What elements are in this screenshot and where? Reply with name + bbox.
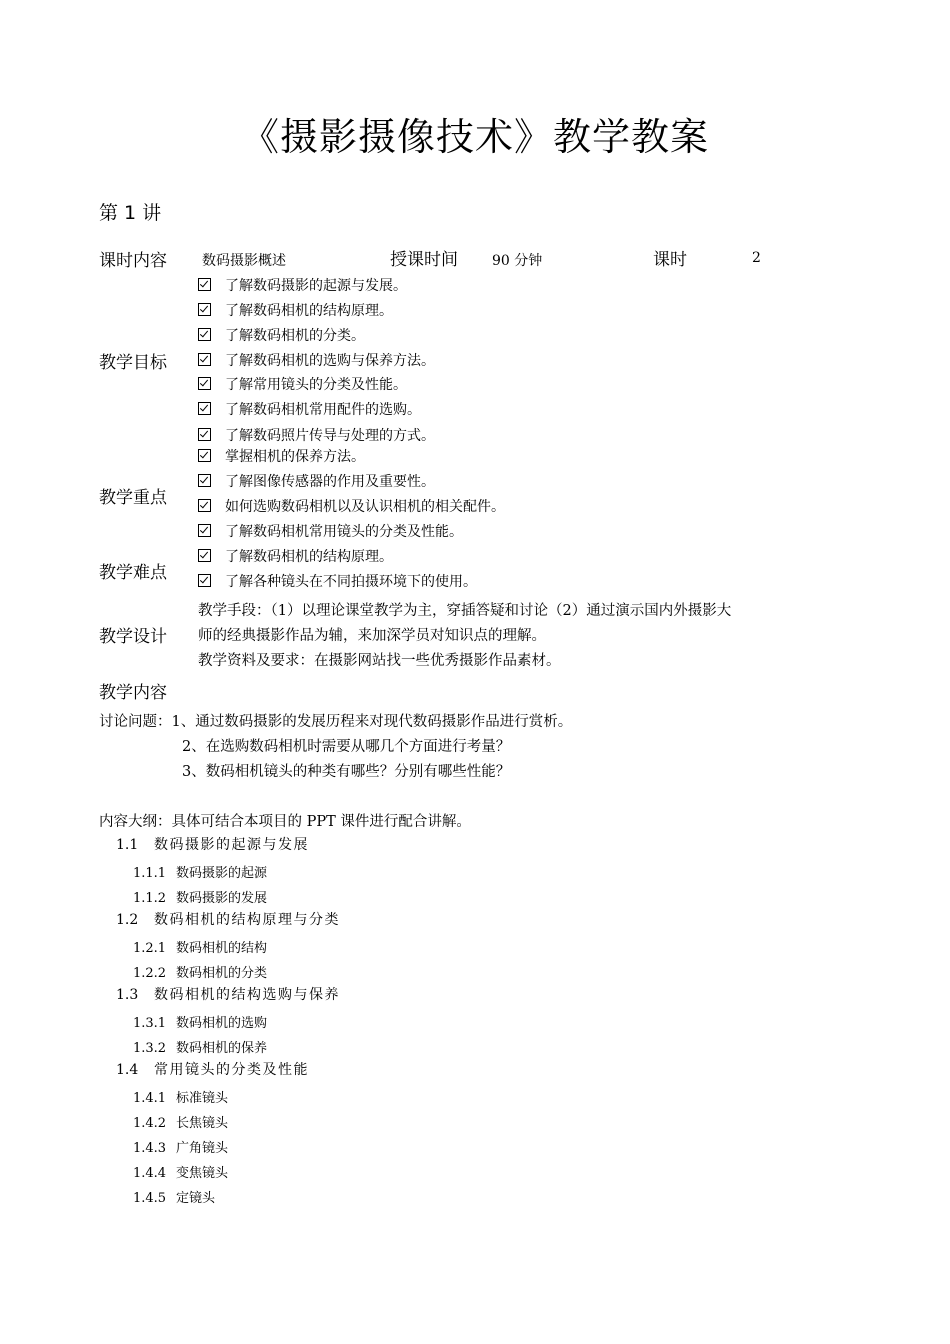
checkbox-icon <box>198 377 211 390</box>
difficulty-item: 了解数码相机的结构原理。 <box>198 545 393 569</box>
outline-line <box>99 810 471 831</box>
key-points-label: 教学重点 <box>99 488 167 508</box>
discussion-label: 讨论问题： <box>99 714 172 730</box>
discussion-line <box>99 710 572 731</box>
outline-subsection: 1.2.2 数码相机的分类 <box>133 966 268 981</box>
key-point-item: 了解图像传感器的作用及重要性。 <box>198 470 435 494</box>
content-label: 课时内容 <box>99 251 167 271</box>
checkbox-icon <box>198 574 211 587</box>
outline-label: 内容大纲： <box>99 814 172 830</box>
objectives-label: 教学目标 <box>99 353 167 373</box>
checkbox-icon <box>198 303 211 316</box>
checkbox-icon <box>198 549 211 562</box>
hours-value: 2 <box>752 250 761 266</box>
outline-subsection: 1.4.4 变焦镜头 <box>133 1166 229 1181</box>
checkbox-icon <box>198 449 211 462</box>
outline-subsection: 1.3.1 数码相机的选购 <box>133 1016 268 1031</box>
outline-subsection: 1.4.3 广角镜头 <box>133 1141 229 1156</box>
checkbox-icon <box>198 328 211 341</box>
checkbox-icon <box>198 402 211 415</box>
time-label: 授课时间 <box>390 250 458 270</box>
outline-subsection: 1.3.2 数码相机的保养 <box>133 1041 268 1056</box>
outline-section: 1.3 数码相机的结构选购与保养 <box>116 987 340 1003</box>
key-point-item: 掌握相机的保养方法。 <box>198 445 365 469</box>
outline-section: 1.2 数码相机的结构原理与分类 <box>116 912 340 928</box>
outline-section: 1.4 常用镜头的分类及性能 <box>116 1062 309 1078</box>
page-title: 《摄影摄像技术》教学教案 <box>240 115 709 159</box>
objective-item: 了解数码照片传导与处理的方式。 <box>198 424 435 448</box>
outline-subsection: 1.1.2 数码摄影的发展 <box>133 891 268 906</box>
design-line-1: 教学手段：（1）以理论课堂教学为主，穿插答疑和讨论（2）通过演示国内外摄影大 <box>198 603 732 619</box>
time-value: 90 分钟 <box>492 253 543 269</box>
checkbox-icon <box>198 524 211 537</box>
content-value: 数码摄影概述 <box>202 253 286 269</box>
objective-item: 了解数码相机的选购与保养方法。 <box>198 349 435 373</box>
outline-subsection: 1.4.5 定镜头 <box>133 1191 216 1206</box>
teaching-content-label: 教学内容 <box>99 683 167 703</box>
discussion-question: 3、数码相机镜头的种类有哪些？分别有哪些性能？ <box>182 764 511 780</box>
discussion-question: 2、在选购数码相机时需要从哪几个方面进行考量？ <box>182 739 511 755</box>
outline-subsection: 1.4.1 标准镜头 <box>133 1091 229 1106</box>
objective-item: 了解数码相机的分类。 <box>198 324 365 348</box>
objective-item: 了解数码摄影的起源与发展。 <box>198 274 407 298</box>
outline-intro: 具体可结合本项目的 PPT 课件进行配合讲解。 <box>171 814 471 830</box>
objective-item: 了解常用镜头的分类及性能。 <box>198 373 407 397</box>
lecture-number: 第 1 讲 <box>99 202 162 224</box>
hours-label: 课时 <box>653 250 687 270</box>
key-point-item: 如何选购数码相机以及认识相机的相关配件。 <box>198 495 505 519</box>
checkbox-icon <box>198 353 211 366</box>
checkbox-icon <box>198 428 211 441</box>
checkbox-icon <box>198 278 211 291</box>
objective-item: 了解数码相机常用配件的选购。 <box>198 398 421 422</box>
difficulty-item: 了解各种镜头在不同拍摄环境下的使用。 <box>198 570 477 594</box>
design-label: 教学设计 <box>99 627 167 647</box>
checkbox-icon <box>198 499 211 512</box>
objective-item: 了解数码相机的结构原理。 <box>198 299 393 323</box>
design-line-2: 师的经典摄影作品为辅，来加深学员对知识点的理解。 <box>198 628 546 644</box>
outline-section: 1.1 数码摄影的起源与发展 <box>116 837 309 853</box>
outline-subsection: 1.2.1 数码相机的结构 <box>133 941 268 956</box>
outline-subsection: 1.1.1 数码摄影的起源 <box>133 866 268 881</box>
key-point-item: 了解数码相机常用镜头的分类及性能。 <box>198 520 463 544</box>
design-line-3: 教学资料及要求：在摄影网站找一些优秀摄影作品素材。 <box>198 653 561 669</box>
discussion-question: 1、通过数码摄影的发展历程来对现代数码摄影作品进行赏析。 <box>171 714 573 730</box>
outline-subsection: 1.4.2 长焦镜头 <box>133 1116 229 1131</box>
difficulties-label: 教学难点 <box>99 563 167 583</box>
checkbox-icon <box>198 474 211 487</box>
